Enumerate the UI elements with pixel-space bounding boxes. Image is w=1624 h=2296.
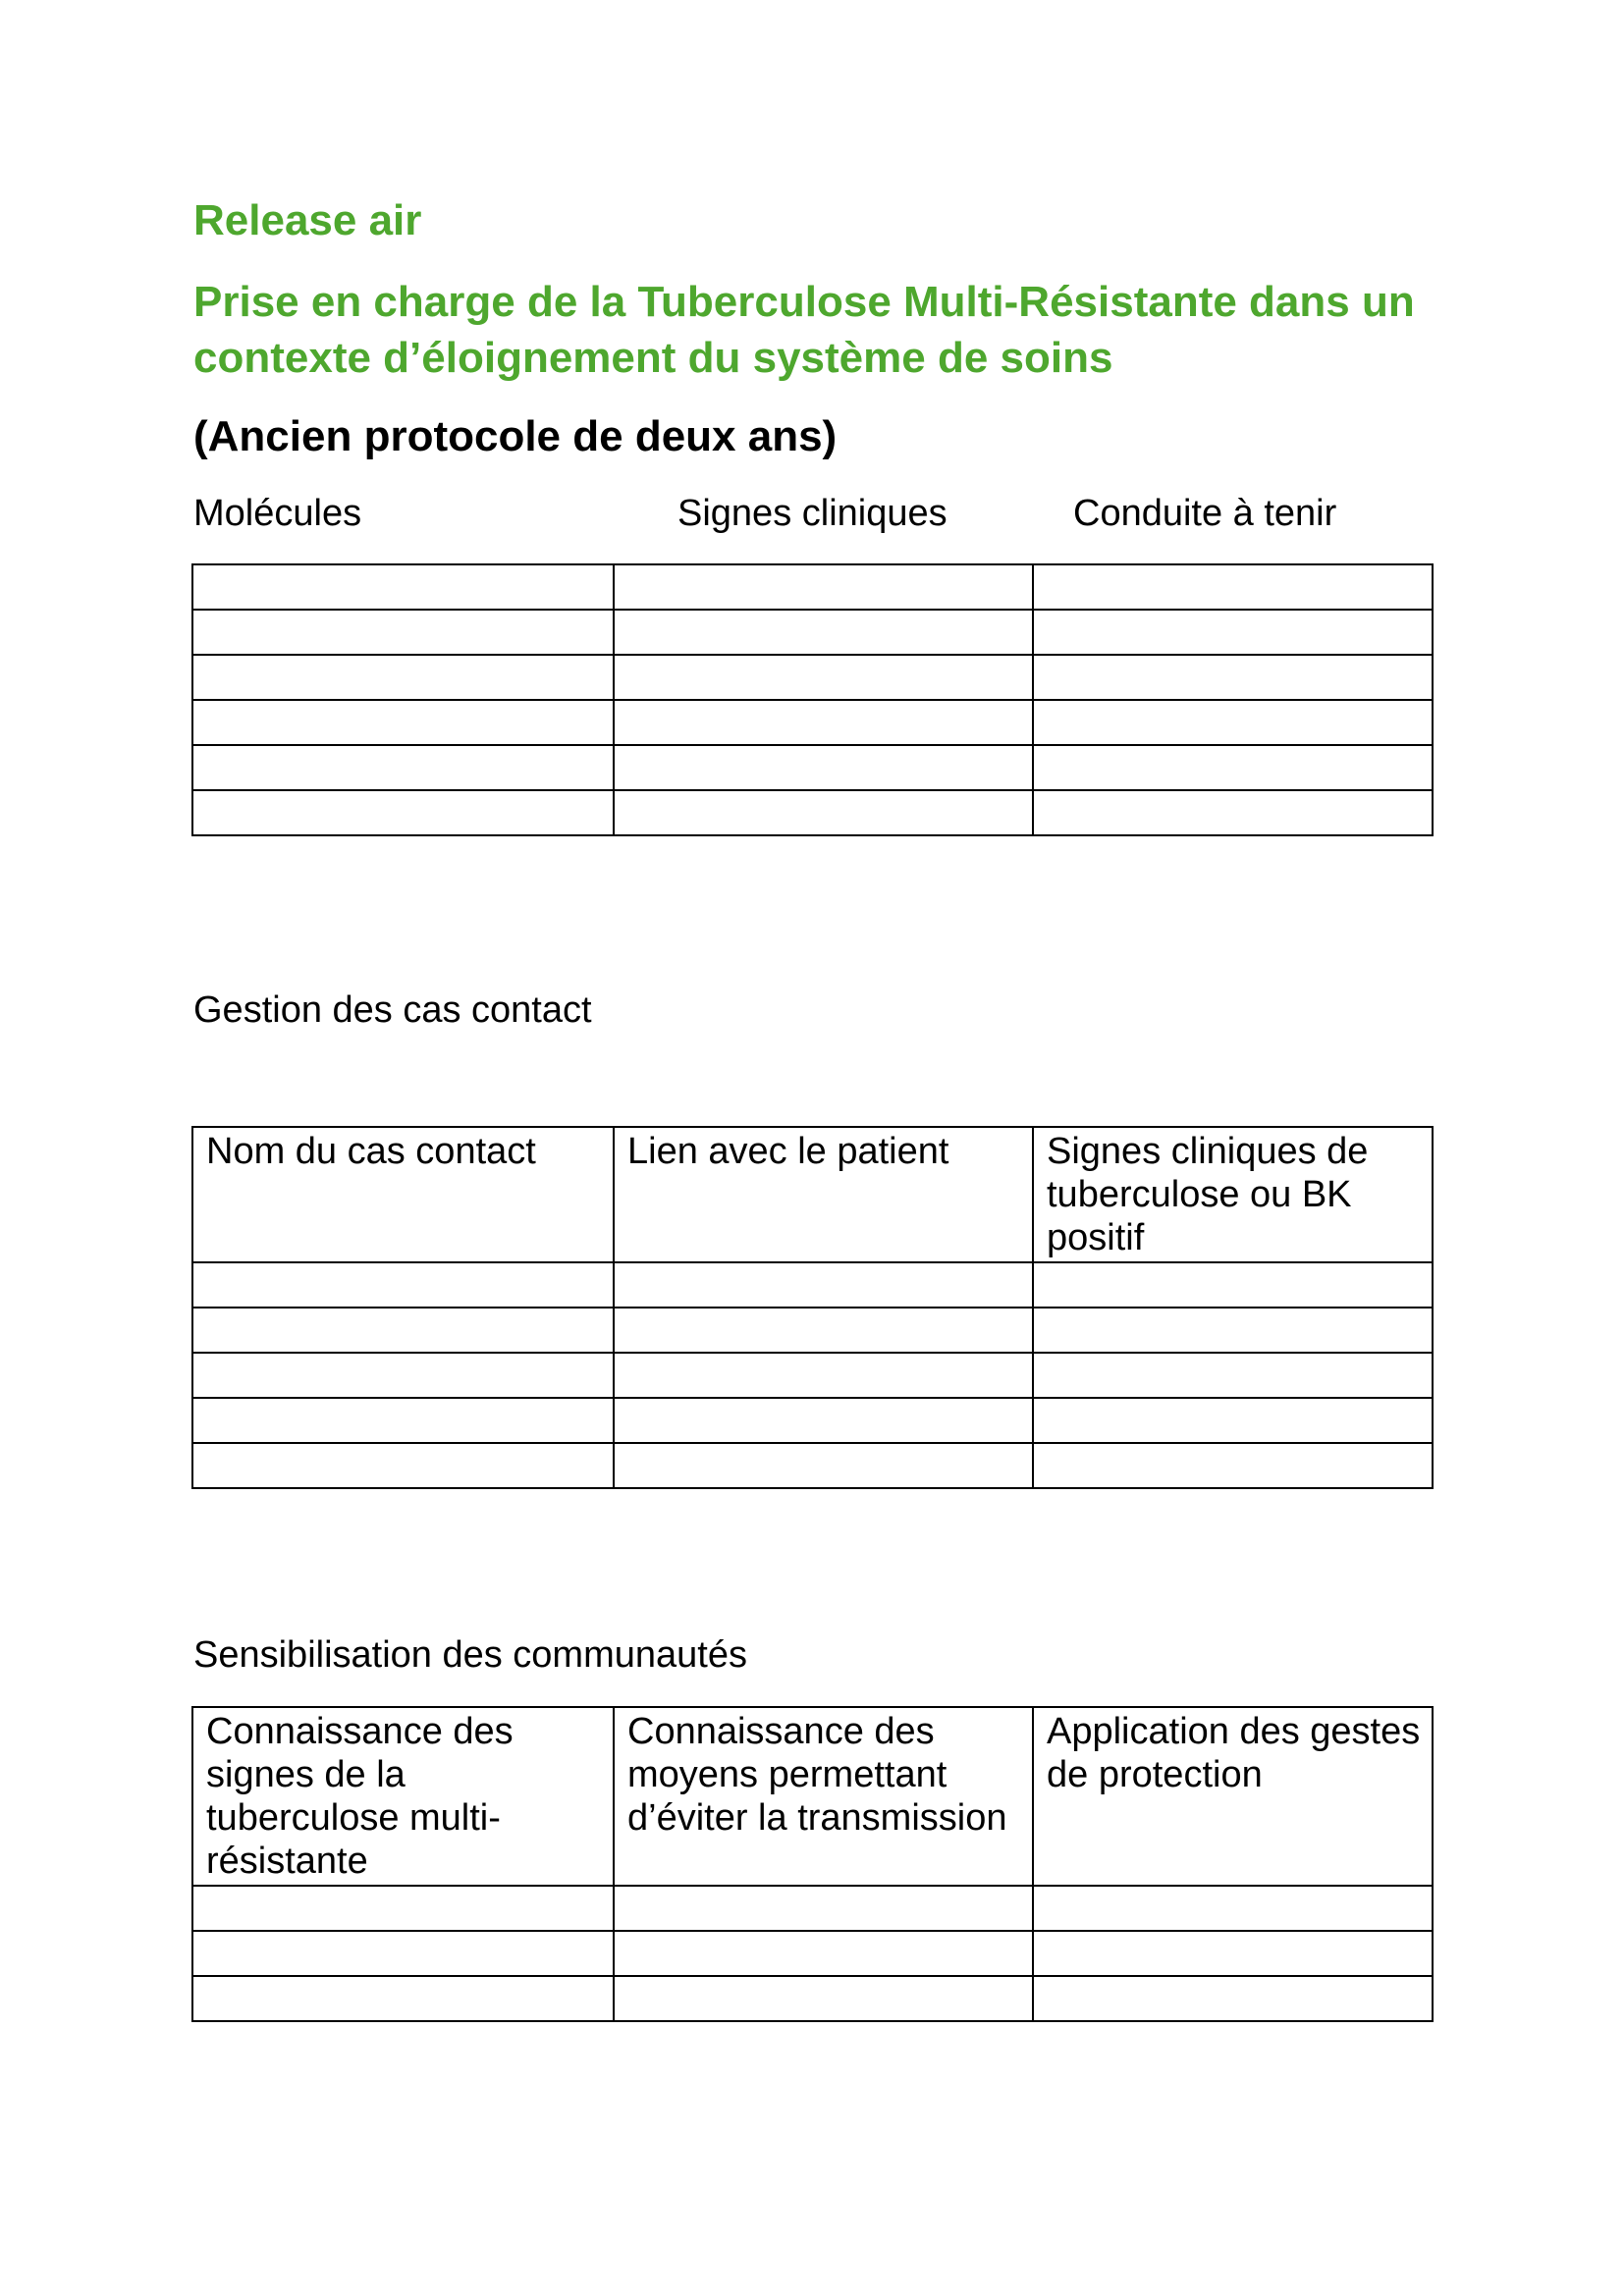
contact-section-heading: Gestion des cas contact (193, 989, 592, 1031)
empty-cell (192, 790, 614, 835)
label-signes-cliniques: Signes cliniques (677, 493, 947, 534)
table-row (192, 1976, 1433, 2021)
empty-cell (614, 564, 1033, 610)
empty-cell (614, 1308, 1033, 1353)
empty-cell (614, 1976, 1033, 2021)
empty-cell (192, 700, 614, 745)
table-row (192, 1353, 1433, 1398)
empty-cell (1033, 1308, 1433, 1353)
table-row (192, 1308, 1433, 1353)
empty-cell (192, 1398, 614, 1443)
empty-cell (192, 610, 614, 655)
empty-cell (192, 1443, 614, 1488)
empty-cell (614, 1262, 1033, 1308)
community-table (191, 1706, 1434, 2022)
contact-header-signes: Signes cliniques de tuberculose ou BK positif (1033, 1127, 1433, 1262)
table-row (192, 1398, 1433, 1443)
empty-cell (614, 1443, 1033, 1488)
empty-cell (614, 1931, 1033, 1976)
table-row (192, 1443, 1433, 1488)
empty-cell (192, 1353, 614, 1398)
empty-cell (614, 1353, 1033, 1398)
table-row (192, 655, 1433, 700)
empty-cell (1033, 1931, 1433, 1976)
table-row (192, 610, 1433, 655)
table-row (192, 564, 1433, 610)
label-conduite-a-tenir: Conduite à tenir (1073, 493, 1337, 534)
label-molecules: Molécules (193, 493, 362, 534)
empty-cell (614, 745, 1033, 790)
empty-cell (1033, 790, 1433, 835)
table-row (192, 700, 1433, 745)
table-row (192, 1886, 1433, 1931)
empty-cell (614, 1886, 1033, 1931)
empty-cell (614, 700, 1033, 745)
empty-cell (192, 1931, 614, 1976)
empty-cell (1033, 700, 1433, 745)
table-row (192, 1931, 1433, 1976)
empty-cell (1033, 1353, 1433, 1398)
empty-cell (192, 1308, 614, 1353)
empty-cell (1033, 564, 1433, 610)
table-header-row (192, 1127, 1433, 1262)
empty-cell (614, 1398, 1033, 1443)
empty-cell (192, 1262, 614, 1308)
table-header-row (192, 1707, 1433, 1886)
document-title: Release air (193, 196, 422, 244)
empty-cell (192, 745, 614, 790)
empty-cell (192, 1886, 614, 1931)
table-row (192, 745, 1433, 790)
community-header-moyens: Connaissance des moyens permettant d’éviter la transmission (614, 1707, 1033, 1886)
empty-cell (192, 564, 614, 610)
table-row (192, 790, 1433, 835)
community-header-gestes: Application des gestes de protection (1033, 1707, 1433, 1886)
contact-header-nom: Nom du cas contact (192, 1127, 614, 1262)
empty-cell (1033, 610, 1433, 655)
empty-cell (614, 655, 1033, 700)
empty-cell (1033, 1262, 1433, 1308)
empty-cell (1033, 655, 1433, 700)
empty-cell (1033, 1886, 1433, 1931)
empty-cell (1033, 1443, 1433, 1488)
protocol-note-heading: (Ancien protocole de deux ans) (193, 412, 838, 460)
main-heading: Prise en charge de la Tuberculose Multi-Résistante dans un contexte d’éloignement du système de soins (193, 278, 1415, 382)
empty-cell (1033, 1976, 1433, 2021)
empty-cell (614, 790, 1033, 835)
empty-cell (1033, 1398, 1433, 1443)
empty-cell (1033, 745, 1433, 790)
empty-cell (614, 610, 1033, 655)
community-header-signes: Connaissance des signes de la tuberculose multi-résistante (192, 1707, 614, 1886)
empty-cell (192, 1976, 614, 2021)
community-section-heading: Sensibilisation des communautés (193, 1634, 747, 1676)
contact-header-lien: Lien avec le patient (614, 1127, 1033, 1262)
treatment-table (191, 563, 1434, 836)
empty-cell (192, 655, 614, 700)
table-row (192, 1262, 1433, 1308)
treatment-column-labels (193, 492, 1433, 536)
contact-table (191, 1126, 1434, 1489)
